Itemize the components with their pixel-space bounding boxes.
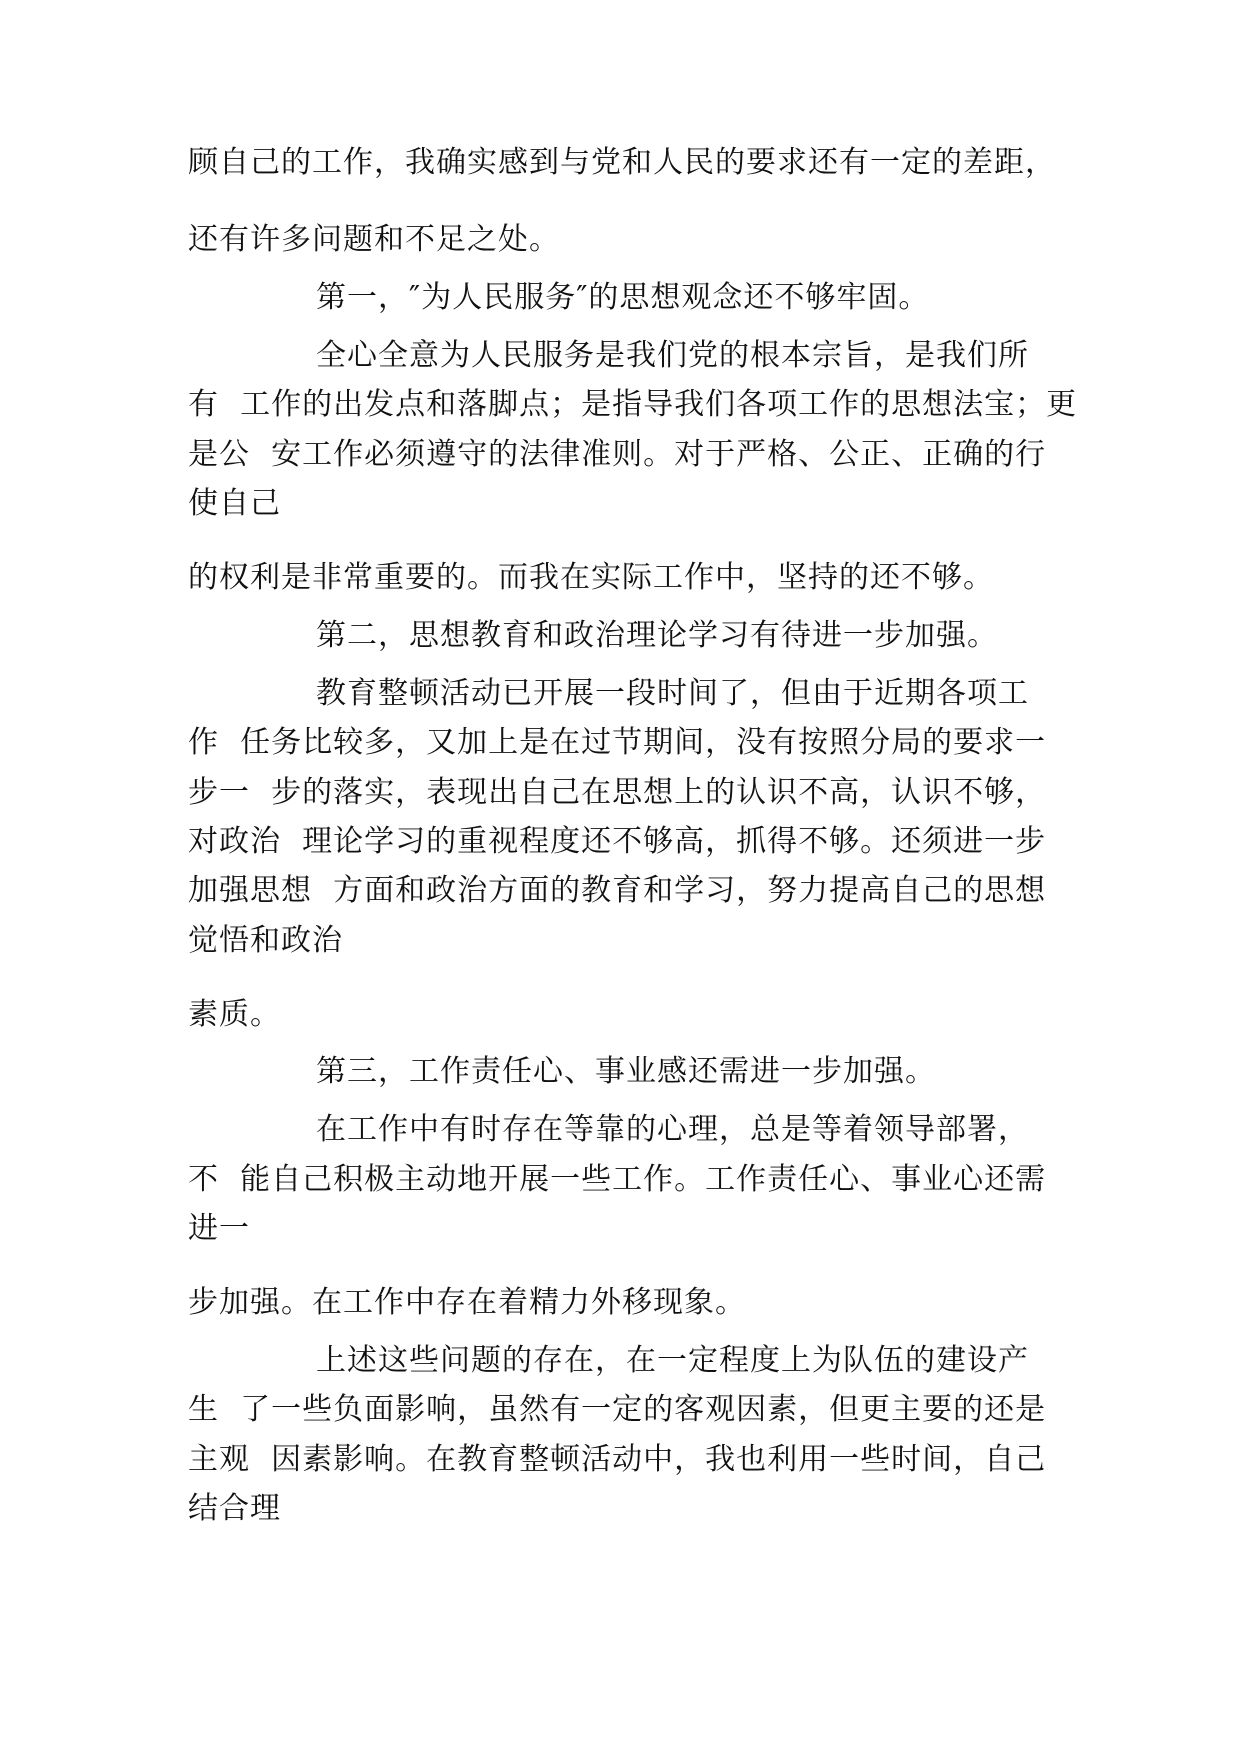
text-line: 作 任务比较多，又加上是在过节期间，没有按照分局的要求一 <box>188 725 1047 760</box>
text-line: 在工作中有时存在等靠的心理，总是等着领导部署， <box>316 1112 1029 1147</box>
text-line: 顾自己的工作，我确实感到与党和人民的要求还有一定的差距， <box>188 145 1056 180</box>
text-line: 进一 <box>188 1211 250 1246</box>
text-line: 上述这些问题的存在，在一定程度上为队伍的建设产 <box>316 1343 1029 1378</box>
text-line: 有 工作的出发点和落脚点；是指导我们各项工作的思想法宝；更 <box>188 387 1078 422</box>
heading-first: 第一，″为人民服务″的思想观念还不够牢固。 <box>316 280 930 315</box>
text-line: 素质。 <box>188 997 281 1032</box>
text-line: 是公 安工作必须遵守的法律准则。对于严格、公正、正确的行 <box>188 437 1047 472</box>
text-line: 不 能自己积极主动地开展一些工作。工作责任心、事业心还需 <box>188 1162 1047 1197</box>
text-line: 步加强。在工作中存在着精力外移现象。 <box>188 1285 746 1320</box>
text-line: 全心全意为人民服务是我们党的根本宗旨，是我们所 <box>316 338 1029 373</box>
heading-second: 第二，思想教育和政治理论学习有待进一步加强。 <box>316 618 998 653</box>
text-line: 主观 因素影响。在教育整顿活动中，我也利用一些时间，自己 <box>188 1442 1047 1477</box>
text-line: 教育整顿活动已开展一段时间了，但由于近期各项工 <box>316 676 1029 711</box>
text-line: 觉悟和政治 <box>188 923 343 958</box>
text-line: 生 了一些负面影响，虽然有一定的客观因素，但更主要的还是 <box>188 1392 1047 1427</box>
text-line: 对政治 理论学习的重视程度还不够高，抓得不够。还须进一步 <box>188 824 1047 859</box>
text-line: 步一 步的落实，表现出自己在思想上的认识不高，认识不够， <box>188 775 1047 810</box>
text-line: 的权利是非常重要的。而我在实际工作中，坚持的还不够。 <box>188 560 994 595</box>
text-line: 结合理 <box>188 1491 281 1526</box>
text-line: 还有许多问题和不足之处。 <box>188 222 560 257</box>
text-line: 使自己 <box>188 486 281 521</box>
text-line: 加强思想 方面和政治方面的教育和学习，努力提高自己的思想 <box>188 873 1047 908</box>
heading-third: 第三，工作责任心、事业感还需进一步加强。 <box>316 1054 936 1089</box>
